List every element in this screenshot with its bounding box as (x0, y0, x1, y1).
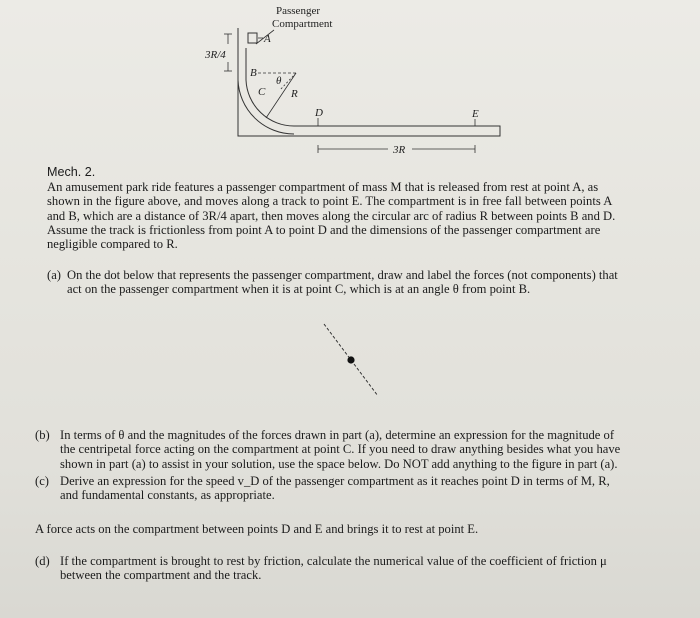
point-c-label: C (258, 86, 266, 98)
theta-label: θ (276, 75, 282, 87)
intro-line: Assume the track is frictionless from point A to point D and the dimensions of the passenger compartment are (47, 222, 601, 237)
radius-label: R (291, 88, 298, 100)
part-d-label: (d) (35, 554, 50, 568)
part-b-label: (b) (35, 428, 50, 442)
problem-intro (47, 180, 667, 251)
intro-line: shown in the figure above, and moves along a track to point E. The compartment is in free fall between points A (47, 194, 613, 209)
problem-number: Mech. 2. (47, 165, 96, 179)
part-d-line: If the compartment is brought to rest by friction, calculate the numerical value of the coefficient of friction μ (60, 554, 607, 568)
part-c-line: and fundamental constants, as appropriate. (60, 488, 275, 503)
point-d-label: D (315, 107, 323, 119)
part-a-text (67, 268, 667, 297)
part-d-line: between the compartment and the track. (60, 568, 262, 583)
passenger-label-line1: Passenger (276, 5, 320, 17)
part-c-text (60, 474, 680, 503)
part-b-line: the centripetal force acting on the compartment at point C. If you need to draw anything besides what you have (60, 442, 621, 457)
track-diagram (0, 0, 700, 170)
intro-line: and B, which are a distance of 3R/4 apart, then moves along the circular arc of radius R between points B and D. (47, 208, 616, 223)
part-a-line: On the dot below that represents the passenger compartment, draw and label the forces (not components) that (67, 268, 618, 282)
point-e-label: E (472, 108, 479, 120)
intro-line: An amusement park ride features a passenger compartment of mass M that is released from rest at point A, as (47, 180, 599, 194)
part-b-line: In terms of θ and the magnitudes of the forces drawn in part (a), determine an expression for the magnitude of (60, 428, 615, 442)
part-b-text (60, 428, 680, 471)
width-dimension-label: 3R (393, 144, 406, 156)
part-a-line: act on the passenger compartment when it is at point C, which is at an angle θ from point B. (67, 282, 531, 297)
part-a-label: (a) (47, 268, 61, 282)
force-sentence: A force acts on the compartment between points D and E and brings it to rest at point E. (35, 522, 479, 536)
compartment-dot[interactable] (347, 356, 354, 363)
part-d-text (60, 554, 680, 583)
part-c-line: Derive an expression for the speed v_D of the passenger compartment as it reaches point D in terms of M, R, (60, 474, 610, 488)
free-body-dot-figure[interactable] (320, 320, 390, 400)
part-c-label: (c) (35, 474, 49, 488)
point-b-label: B (250, 67, 257, 79)
height-dimension-label: 3R/4 (205, 49, 226, 61)
compartment-box (248, 33, 257, 43)
passenger-label-line2: Compartment (272, 18, 333, 30)
horizontal-track (238, 116, 500, 136)
point-a-label: A (264, 33, 271, 45)
intro-line: negligible compared to R. (47, 237, 178, 252)
part-b-line: shown in part (a) to assist in your solution, use the space below. Do NOT add anything to the figure in part (a). (60, 456, 618, 471)
